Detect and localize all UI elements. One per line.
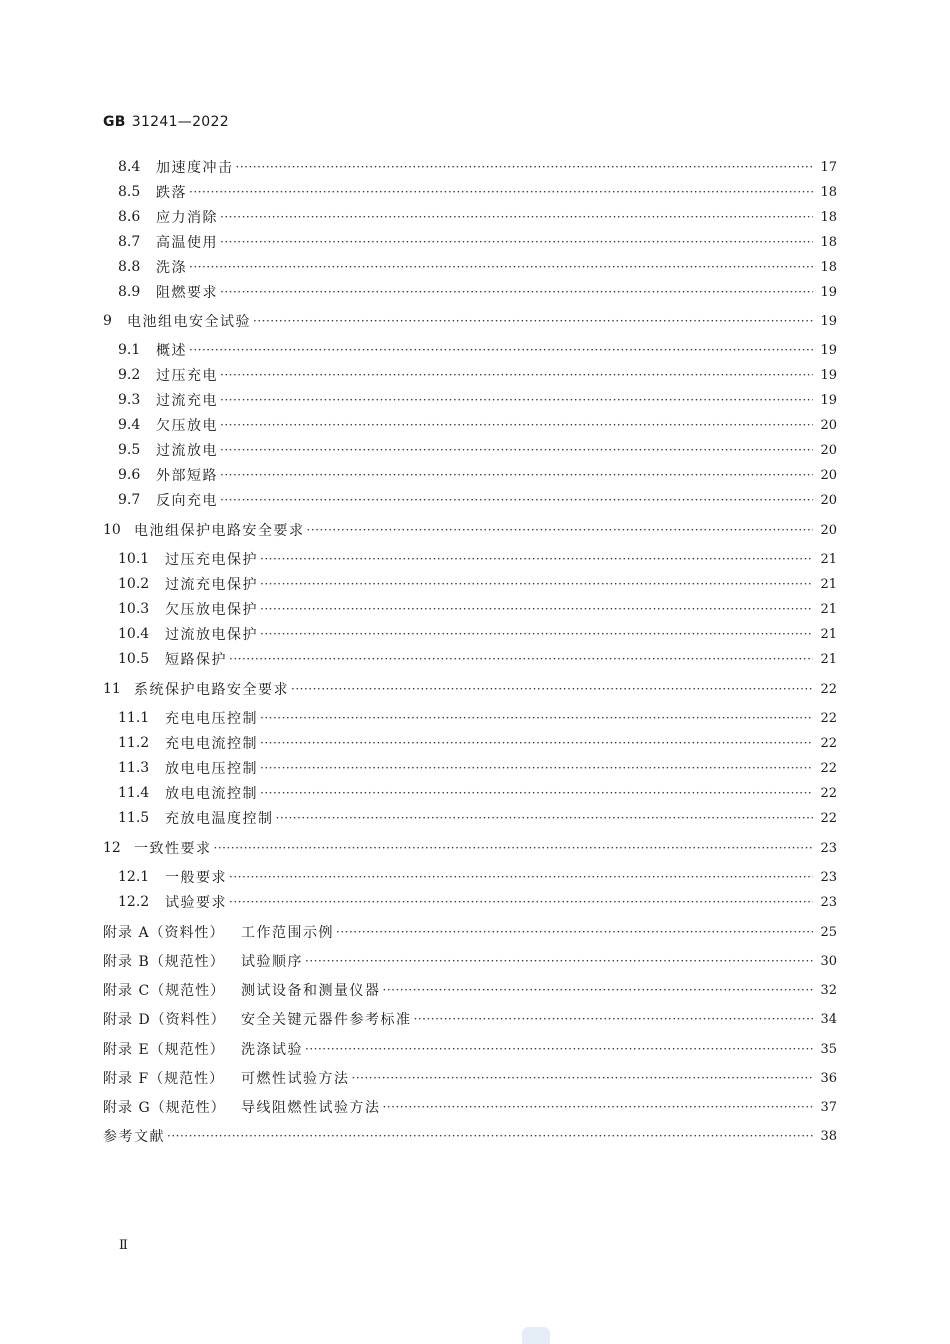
toc-page: 22 xyxy=(820,760,837,776)
toc-number: 12.1 xyxy=(118,869,150,885)
toc-entry[interactable] xyxy=(118,490,837,510)
toc-entry[interactable] xyxy=(118,649,837,669)
toc-page: 25 xyxy=(820,924,837,940)
dot-leader xyxy=(189,182,813,202)
toc-title: 试验顺序 xyxy=(241,954,303,970)
dot-leader xyxy=(260,733,813,753)
watermark-stamp xyxy=(522,1327,550,1344)
dot-leader xyxy=(236,157,814,177)
toc-number: 11.1 xyxy=(118,710,150,726)
toc-title: 跌落 xyxy=(156,185,187,201)
dot-leader xyxy=(383,980,814,1000)
toc-page: 18 xyxy=(820,209,837,225)
toc-title: 一般要求 xyxy=(165,870,227,886)
toc-page: 37 xyxy=(820,1099,837,1115)
toc-page: 21 xyxy=(820,551,837,567)
toc-entry[interactable] xyxy=(118,440,837,460)
toc-page: 36 xyxy=(820,1070,837,1086)
toc-entry[interactable] xyxy=(118,340,837,360)
toc-entry[interactable] xyxy=(118,282,837,302)
dot-leader xyxy=(220,415,813,435)
dot-leader xyxy=(260,574,813,594)
toc-title: 一致性要求 xyxy=(134,841,212,857)
toc-title: 过压充电保护 xyxy=(165,552,258,568)
page-folio: Ⅱ xyxy=(119,1238,128,1253)
toc-number: 10.1 xyxy=(118,551,150,567)
toc-title: 过压充电 xyxy=(156,368,218,384)
annex-label: 附录 F（规范性） xyxy=(103,1071,225,1087)
toc-title: 试验要求 xyxy=(165,895,227,911)
toc-page: 21 xyxy=(820,651,837,667)
toc-entry[interactable] xyxy=(118,232,837,252)
toc-number: 9.5 xyxy=(118,442,141,458)
dot-leader xyxy=(220,390,813,410)
toc-title: 电池组保护电路安全要求 xyxy=(134,523,305,539)
toc-title: 加速度冲击 xyxy=(156,160,234,176)
toc-number: 9.3 xyxy=(118,392,141,408)
toc-entry[interactable] xyxy=(103,838,837,858)
toc-entry-annex[interactable] xyxy=(103,951,837,971)
toc-entry[interactable] xyxy=(118,549,837,569)
toc-number: 8.5 xyxy=(118,184,141,200)
toc-entry[interactable] xyxy=(118,867,837,887)
toc-page: 19 xyxy=(820,313,837,329)
toc-entry[interactable] xyxy=(118,207,837,227)
toc-title: 充电电压控制 xyxy=(165,711,258,727)
toc-title: 应力消除 xyxy=(156,210,218,226)
toc-number: 11 xyxy=(103,681,121,697)
dot-leader xyxy=(220,282,813,302)
dot-leader xyxy=(260,758,813,778)
standard-code: 31241—2022 xyxy=(131,114,229,130)
toc-entry-annex[interactable] xyxy=(103,1068,837,1088)
toc-title: 电池组电安全试验 xyxy=(127,314,251,330)
dot-leader xyxy=(352,1068,814,1088)
toc-page: 30 xyxy=(820,953,837,969)
toc-page: 22 xyxy=(820,785,837,801)
toc-entry[interactable] xyxy=(118,892,837,912)
dot-leader xyxy=(189,257,813,277)
toc-entry[interactable] xyxy=(118,599,837,619)
toc-entry[interactable] xyxy=(103,520,837,540)
toc-page: 21 xyxy=(820,576,837,592)
dot-leader xyxy=(189,340,813,360)
toc-number: 8.7 xyxy=(118,234,141,250)
toc-number: 9.7 xyxy=(118,492,141,508)
toc-page: 19 xyxy=(820,284,837,300)
dot-leader xyxy=(260,708,813,728)
toc-title: 放电电流控制 xyxy=(165,786,258,802)
dot-leader xyxy=(220,440,813,460)
toc-page: 21 xyxy=(820,626,837,642)
toc-page: 23 xyxy=(820,840,837,856)
toc-entry[interactable] xyxy=(103,311,837,331)
dot-leader xyxy=(336,922,813,942)
toc-entry-annex[interactable] xyxy=(103,980,837,1000)
toc-page: 18 xyxy=(820,234,837,250)
toc-entry-references[interactable] xyxy=(103,1126,837,1146)
toc-title: 过流充电保护 xyxy=(165,577,258,593)
dot-leader xyxy=(276,808,814,828)
toc-number: 10.3 xyxy=(118,601,150,617)
toc-title: 阻燃要求 xyxy=(156,285,218,301)
toc-title: 充电电流控制 xyxy=(165,736,258,752)
toc-title: 外部短路 xyxy=(156,468,218,484)
toc-page: 20 xyxy=(820,467,837,483)
toc-title: 欠压放电 xyxy=(156,418,218,434)
toc-title: 反向充电 xyxy=(156,493,218,509)
toc-entry[interactable] xyxy=(118,783,837,803)
dot-leader xyxy=(229,649,813,669)
dot-leader xyxy=(253,311,813,331)
toc-entry[interactable] xyxy=(118,465,837,485)
dot-leader xyxy=(167,1126,813,1146)
standard-number xyxy=(103,114,229,130)
dot-leader xyxy=(383,1097,814,1117)
toc-title: 系统保护电路安全要求 xyxy=(134,682,289,698)
dot-leader xyxy=(220,207,813,227)
dot-leader xyxy=(260,549,813,569)
toc-number: 8.8 xyxy=(118,259,141,275)
toc-number: 8.6 xyxy=(118,209,141,225)
toc-page: 38 xyxy=(820,1128,837,1144)
toc-title: 过流放电保护 xyxy=(165,627,258,643)
toc-page: 20 xyxy=(820,522,837,538)
toc-page: 19 xyxy=(820,342,837,358)
toc-page: 35 xyxy=(820,1041,837,1057)
toc-entry[interactable] xyxy=(118,182,837,202)
toc-title: 过流放电 xyxy=(156,443,218,459)
dot-leader xyxy=(307,520,814,540)
toc-page: 19 xyxy=(820,367,837,383)
toc-page: 22 xyxy=(820,710,837,726)
toc-number: 8.4 xyxy=(118,159,141,175)
toc-title: 可燃性试验方法 xyxy=(241,1071,350,1087)
toc-entry[interactable] xyxy=(118,365,837,385)
annex-label: 附录 B（规范性） xyxy=(103,954,225,970)
toc-number: 11.4 xyxy=(118,785,150,801)
annex-label: 附录 G（规范性） xyxy=(103,1100,226,1116)
toc-title: 洗涤 xyxy=(156,260,187,276)
toc-page: 20 xyxy=(820,442,837,458)
toc-title: 参考文献 xyxy=(103,1129,165,1145)
toc-page: 19 xyxy=(820,392,837,408)
toc-number: 12.2 xyxy=(118,894,150,910)
toc-number: 11.2 xyxy=(118,735,150,751)
dot-leader xyxy=(220,365,813,385)
toc-entry[interactable] xyxy=(118,390,837,410)
toc-title: 高温使用 xyxy=(156,235,218,251)
annex-label: 附录 C（规范性） xyxy=(103,983,226,999)
toc-number: 11.3 xyxy=(118,760,150,776)
toc-entry[interactable] xyxy=(118,415,837,435)
toc-entry-annex[interactable] xyxy=(103,1009,837,1029)
toc-title: 工作范围示例 xyxy=(241,925,334,941)
dot-leader xyxy=(291,679,813,699)
toc-number: 9.1 xyxy=(118,342,141,358)
toc-page: 32 xyxy=(820,982,837,998)
toc-title: 测试设备和测量仪器 xyxy=(241,983,381,999)
toc-entry[interactable] xyxy=(118,758,837,778)
toc-page: 18 xyxy=(820,259,837,275)
dot-leader xyxy=(220,465,813,485)
toc-entry[interactable] xyxy=(118,708,837,728)
toc-title: 导线阻燃性试验方法 xyxy=(241,1100,381,1116)
dot-leader xyxy=(414,1009,814,1029)
toc-page: 17 xyxy=(820,159,837,175)
toc-page: 22 xyxy=(820,735,837,751)
dot-leader xyxy=(305,1039,813,1059)
toc-page: 21 xyxy=(820,601,837,617)
toc-number: 12 xyxy=(103,840,121,856)
toc-number: 11.5 xyxy=(118,810,150,826)
dot-leader xyxy=(260,599,813,619)
toc-number: 10.4 xyxy=(118,626,150,642)
annex-label: 附录 A（资料性） xyxy=(103,925,225,941)
dot-leader xyxy=(214,838,814,858)
toc-page: 22 xyxy=(820,681,837,697)
toc-entry[interactable] xyxy=(118,574,837,594)
toc-entry[interactable] xyxy=(118,257,837,277)
toc-page: 23 xyxy=(820,869,837,885)
toc-page: 20 xyxy=(820,492,837,508)
toc-title: 安全关键元器件参考标准 xyxy=(241,1012,412,1028)
toc-entry-annex[interactable] xyxy=(103,1097,837,1117)
dot-leader xyxy=(220,232,813,252)
annex-label: 附录 E（规范性） xyxy=(103,1042,225,1058)
toc-number: 8.9 xyxy=(118,284,141,300)
toc-title: 欠压放电保护 xyxy=(165,602,258,618)
dot-leader xyxy=(260,783,813,803)
toc-number: 10.2 xyxy=(118,576,150,592)
toc-number: 9 xyxy=(103,313,112,329)
toc-page: 18 xyxy=(820,184,837,200)
toc-page: 20 xyxy=(820,417,837,433)
toc-number: 10 xyxy=(103,522,121,538)
dot-leader xyxy=(229,867,813,887)
toc-number: 9.2 xyxy=(118,367,141,383)
toc-page: 34 xyxy=(820,1011,837,1027)
toc-page: 23 xyxy=(820,894,837,910)
toc-entry[interactable] xyxy=(118,733,837,753)
standard-prefix: GB xyxy=(103,114,126,130)
toc-title: 充放电温度控制 xyxy=(165,811,274,827)
toc-entry[interactable] xyxy=(118,157,837,177)
toc-entry[interactable] xyxy=(118,808,837,828)
toc-entry-annex[interactable] xyxy=(103,922,837,942)
toc-entry-annex[interactable] xyxy=(103,1039,837,1059)
toc-number: 9.4 xyxy=(118,417,141,433)
toc-page: 22 xyxy=(820,810,837,826)
toc-entry[interactable] xyxy=(103,679,837,699)
toc-title: 概述 xyxy=(156,343,187,359)
dot-leader xyxy=(305,951,813,971)
toc-number: 9.6 xyxy=(118,467,141,483)
dot-leader xyxy=(229,892,813,912)
toc-number: 10.5 xyxy=(118,651,150,667)
dot-leader xyxy=(260,624,813,644)
toc-title: 洗涤试验 xyxy=(241,1042,303,1058)
toc-title: 过流充电 xyxy=(156,393,218,409)
toc-title: 短路保护 xyxy=(165,652,227,668)
dot-leader xyxy=(220,490,813,510)
toc-entry[interactable] xyxy=(118,624,837,644)
toc-title: 放电电压控制 xyxy=(165,761,258,777)
annex-label: 附录 D（资料性） xyxy=(103,1012,226,1028)
